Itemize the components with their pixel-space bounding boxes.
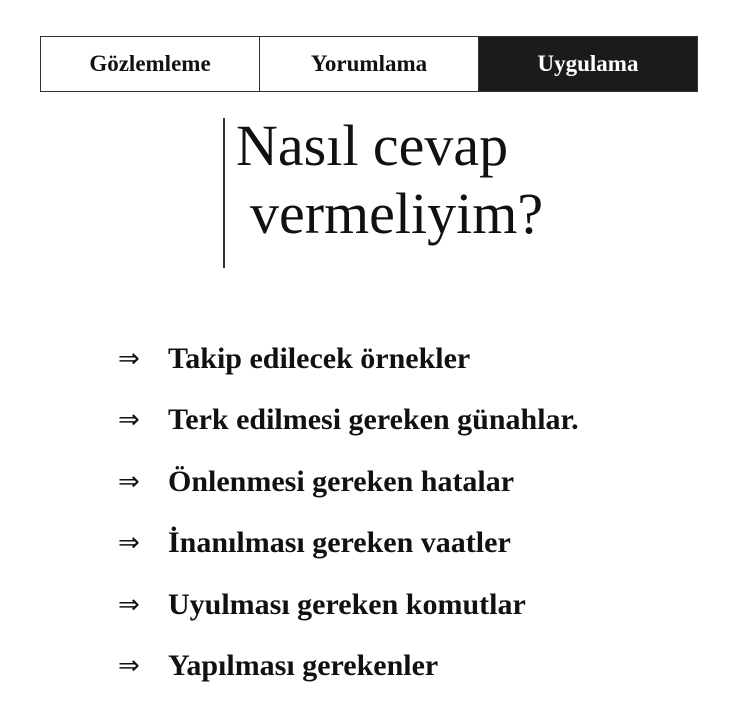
list-item-text: Önlenmesi gereken hatalar — [168, 464, 515, 498]
double-arrow-icon: ⇒ — [118, 405, 140, 436]
double-arrow-icon: ⇒ — [118, 528, 140, 559]
tab-bar — [40, 36, 698, 92]
list-item — [118, 513, 579, 575]
list-item — [118, 574, 579, 636]
list-item-text: Takip edilecek örnekler — [168, 341, 471, 375]
double-arrow-icon: ⇒ — [118, 343, 140, 374]
list-item — [118, 636, 579, 698]
list-item-text: Terk edilmesi gereken günahlar. — [168, 403, 579, 437]
list-item — [118, 451, 579, 513]
title-divider — [223, 118, 225, 268]
list-item — [118, 328, 579, 390]
application-list — [118, 328, 579, 697]
page-title-line-1: Nasıl cevap — [236, 113, 509, 178]
double-arrow-icon: ⇒ — [118, 651, 140, 682]
list-item-text: İnanılması gereken vaatler — [168, 526, 511, 560]
double-arrow-icon: ⇒ — [118, 466, 140, 497]
tab-yorumlama[interactable]: Yorumlama — [259, 37, 478, 91]
tab-gozlemleme[interactable]: Gözlemleme — [89, 51, 211, 76]
double-arrow-icon: ⇒ — [118, 589, 140, 620]
list-item-text: Yapılması gerekenler — [168, 649, 439, 683]
page-title — [236, 112, 543, 248]
list-item-text: Uyulması gereken komutlar — [168, 587, 526, 621]
page-title-line-2: vermeliyim? — [250, 181, 544, 246]
list-item — [118, 390, 579, 452]
tab-uygulama[interactable]: Uygulama — [478, 37, 697, 91]
